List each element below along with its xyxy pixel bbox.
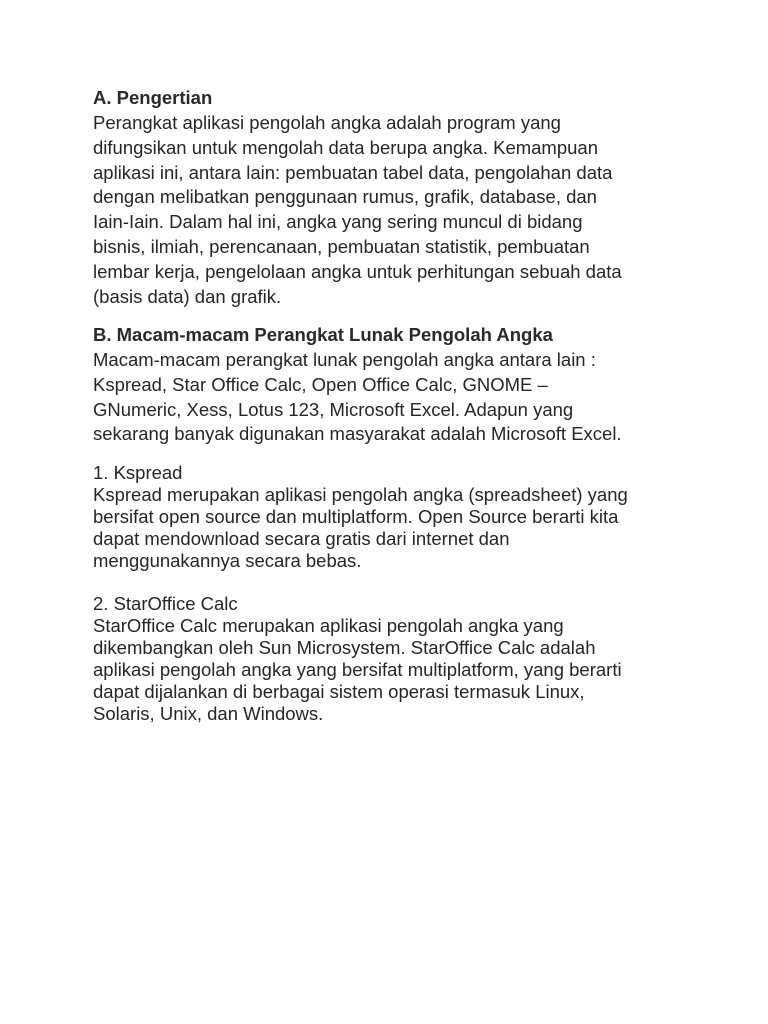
paragraph-line: bisnis, ilmiah, perencanaan, pembuatan statistik, pembuatan <box>93 235 590 257</box>
paragraph-line: sekarang banyak digunakan masyarakat adalah Microsoft Excel. <box>93 423 622 445</box>
item-kspread-heading: 1. Kspread <box>93 462 183 483</box>
paragraph-line: Solaris, Unix, dan Windows. <box>93 703 324 724</box>
section-a-heading: A. Pengertian <box>93 87 213 108</box>
paragraph-line: GNumeric, Xess, Lotus 123, Microsoft Excel. Adapun yang <box>93 398 574 420</box>
section-a <box>93 86 693 309</box>
paragraph-line: difungsikan untuk mengolah data berupa angka. Kemampuan <box>93 136 598 158</box>
paragraph-line: Macam-macam perangkat lunak pengolah angka antara lain : <box>93 349 596 370</box>
section-a-paragraph <box>93 111 693 309</box>
section-b <box>93 323 693 447</box>
paragraph-line: Kspread, Star Office Calc, Open Office Calc, GNOME – <box>93 373 548 395</box>
paragraph-line: aplikasi ini, antara lain: pembuatan tabel data, pengolahan data <box>93 161 613 183</box>
paragraph-line: aplikasi pengolah angka yang bersifat multiplatform, yang berarti <box>93 659 622 680</box>
item-staroffice-calc <box>93 593 693 725</box>
paragraph-line: dengan melibatkan penggunaan rumus, grafik, database, dan <box>93 186 597 208</box>
section-b-heading: B. Macam-macam Perangkat Lunak Pengolah Angka <box>93 324 553 345</box>
paragraph-line: Perangkat aplikasi pengolah angka adalah program yang <box>93 112 561 133</box>
item-kspread <box>93 462 693 572</box>
paragraph-line: dapat mendownload secara gratis dari internet dan <box>93 528 510 549</box>
paragraph-line: menggunakannya secara bebas. <box>93 550 362 571</box>
section-b-paragraph <box>93 348 693 447</box>
item-staroffice-heading: 2. StarOffice Calc <box>93 593 238 614</box>
paragraph-line: dikembangkan oleh Sun Microsystem. StarOffice Calc adalah <box>93 637 596 658</box>
paragraph-line: bersifat open source dan multiplatform. Open Source berarti kita <box>93 506 619 527</box>
paragraph-line: StarOffice Calc merupakan aplikasi pengolah angka yang <box>93 615 564 636</box>
paragraph-line: Kspread merupakan aplikasi pengolah angka (spreadsheet) yang <box>93 484 628 505</box>
item-staroffice-paragraph <box>93 615 693 725</box>
item-kspread-paragraph <box>93 484 693 572</box>
paragraph-line: (basis data) dan grafik. <box>93 285 282 307</box>
paragraph-line: Iain-Iain. Dalam hal ini, angka yang sering muncul di bidang <box>93 211 583 233</box>
paragraph-line: dapat dijalankan di berbagai sistem operasi termasuk Linux, <box>93 681 585 702</box>
paragraph-line: lembar kerja, pengelolaan angka untuk perhitungan sebuah data <box>93 260 622 282</box>
